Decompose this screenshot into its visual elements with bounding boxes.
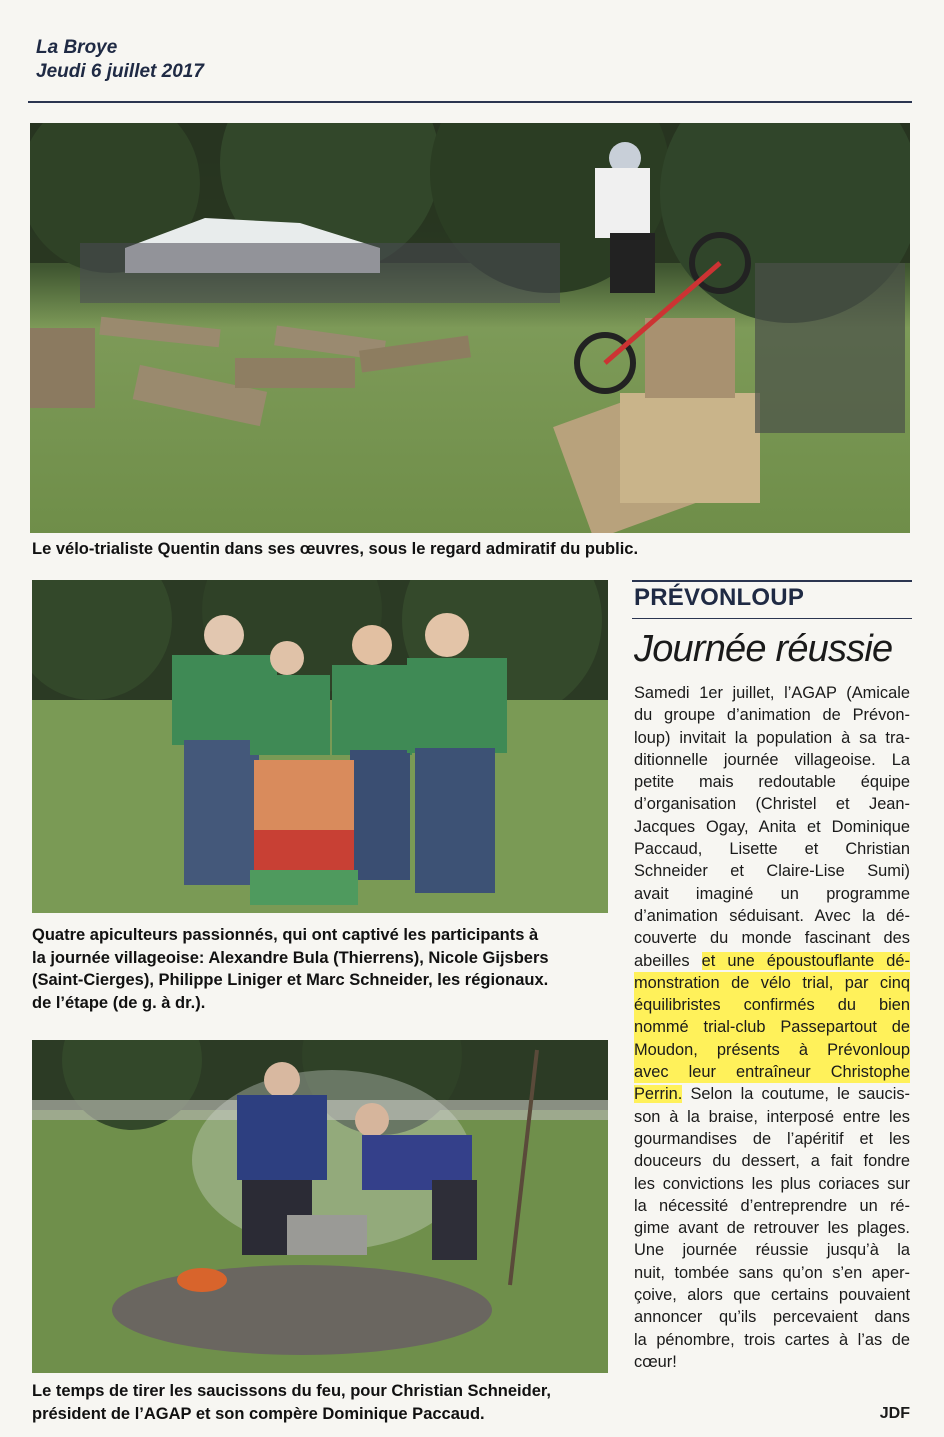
beekeepers-caption-line: Quatre apiculteurs passionnés, qui ont captivé les participants à: [32, 926, 539, 944]
article-line: ditionnelle journée villageoise. La: [634, 750, 910, 769]
newspaper-name: La Broye: [36, 37, 118, 58]
article-line: couverte du monde fascinant des: [634, 929, 910, 948]
article-line: Une journée réussie jusqu’à la: [634, 1241, 910, 1260]
header-rule: [28, 101, 912, 103]
article-top-rule: [632, 580, 912, 582]
article-signature: JDF: [879, 1405, 910, 1422]
article-line-highlight: abeilles et une époustouflante dé-: [634, 951, 910, 970]
article-line: annoncer qu’ils percevaient dans: [634, 1308, 910, 1327]
grill-caption-line: président de l’AGAP et son compère Dominique Paccaud.: [32, 1404, 485, 1423]
beekeepers-photo-icon: [32, 580, 608, 913]
article-line: d’organisation (Christel et Jean-: [634, 795, 910, 814]
article-line: nuit, tombée sans qu’on s’en aper-: [634, 1263, 910, 1282]
article-headline: Journée réussie: [634, 628, 893, 670]
beekeepers-caption-line: (Saint-Cierges), Philippe Liniger et Marc Schneider, les régionaux.: [32, 971, 549, 989]
article-line: Schneider et Claire-Lise Sumi): [634, 862, 910, 881]
article-line: gime avant de retrouver les plages.: [634, 1219, 910, 1238]
article-line-highlight: équilibristes confirmés du bien: [634, 994, 910, 1016]
masthead: [36, 36, 204, 84]
article-line: d’animation séduisant. Avec la dé-: [634, 906, 910, 925]
article-line: petite mais redoutable équipe: [634, 773, 910, 792]
trial-photo-caption: Le vélo-trialiste Quentin dans ses œuvres, sous le regard admiratif du public.: [32, 540, 639, 558]
article-line: cœur!: [634, 1352, 677, 1371]
article-body: [634, 682, 910, 1373]
article-line: çoive, alors que certains pouvaient: [634, 1286, 910, 1305]
article-line-highlight: avec leur entraîneur Christophe: [634, 1061, 910, 1083]
beekeepers-caption-line: la journée villageoise: Alexandre Bula (Thierrens), Nicole Gijsbers: [32, 948, 549, 967]
article-line: du groupe d’animation de Prévon-: [634, 706, 910, 725]
article-line: loup) invitait la population à sa tra-: [634, 728, 910, 747]
grill-photo: [32, 1040, 608, 1373]
article-line: Jacques Ogay, Anita et Dominique: [634, 817, 910, 836]
article-line: la nécessité d’entreprendre un ré-: [634, 1196, 910, 1215]
article-line: douceurs du dessert, a fait fondre: [634, 1152, 910, 1171]
trial-photo: [30, 123, 910, 533]
article-line: les convictions les plus coriaces sur: [634, 1174, 910, 1193]
kicker-rule: [632, 618, 912, 619]
beekeepers-photo: [32, 580, 608, 913]
article-kicker: PRÉVONLOUP: [634, 584, 805, 611]
article-line-highlight: Perrin. Selon la coutume, le saucis-: [634, 1085, 910, 1104]
article-line: gourmandises de l’apéritif et les: [634, 1129, 910, 1148]
grill-caption: [32, 1380, 612, 1425]
article-line-highlight: nommé trial-club Passepartout de: [634, 1016, 910, 1038]
beekeepers-caption: [32, 924, 612, 1014]
article-line-highlight: monstration de vélo trial, par cinq: [634, 972, 910, 994]
article-line: Paccaud, Lisette et Christian: [634, 840, 910, 859]
grill-caption-line: Le temps de tirer les saucissons du feu, pour Christian Schneider,: [32, 1382, 551, 1400]
beekeepers-caption-line: de l’étape (de g. à dr.).: [32, 993, 206, 1012]
article-line: la pénombre, trois cartes à l’as de: [634, 1330, 910, 1349]
article-line: avait imaginé un programme: [634, 884, 910, 903]
sausage-grill-photo-icon: [32, 1040, 608, 1373]
bike-trial-photo-icon: [30, 123, 910, 533]
article-line-highlight: Moudon, présents à Prévonloup: [634, 1039, 910, 1061]
article-line: Samedi 1er juillet, l’AGAP (Amicale: [634, 684, 910, 702]
article-line: son à la braise, interposé entre les: [634, 1107, 910, 1126]
issue-date: Jeudi 6 juillet 2017: [36, 61, 204, 82]
